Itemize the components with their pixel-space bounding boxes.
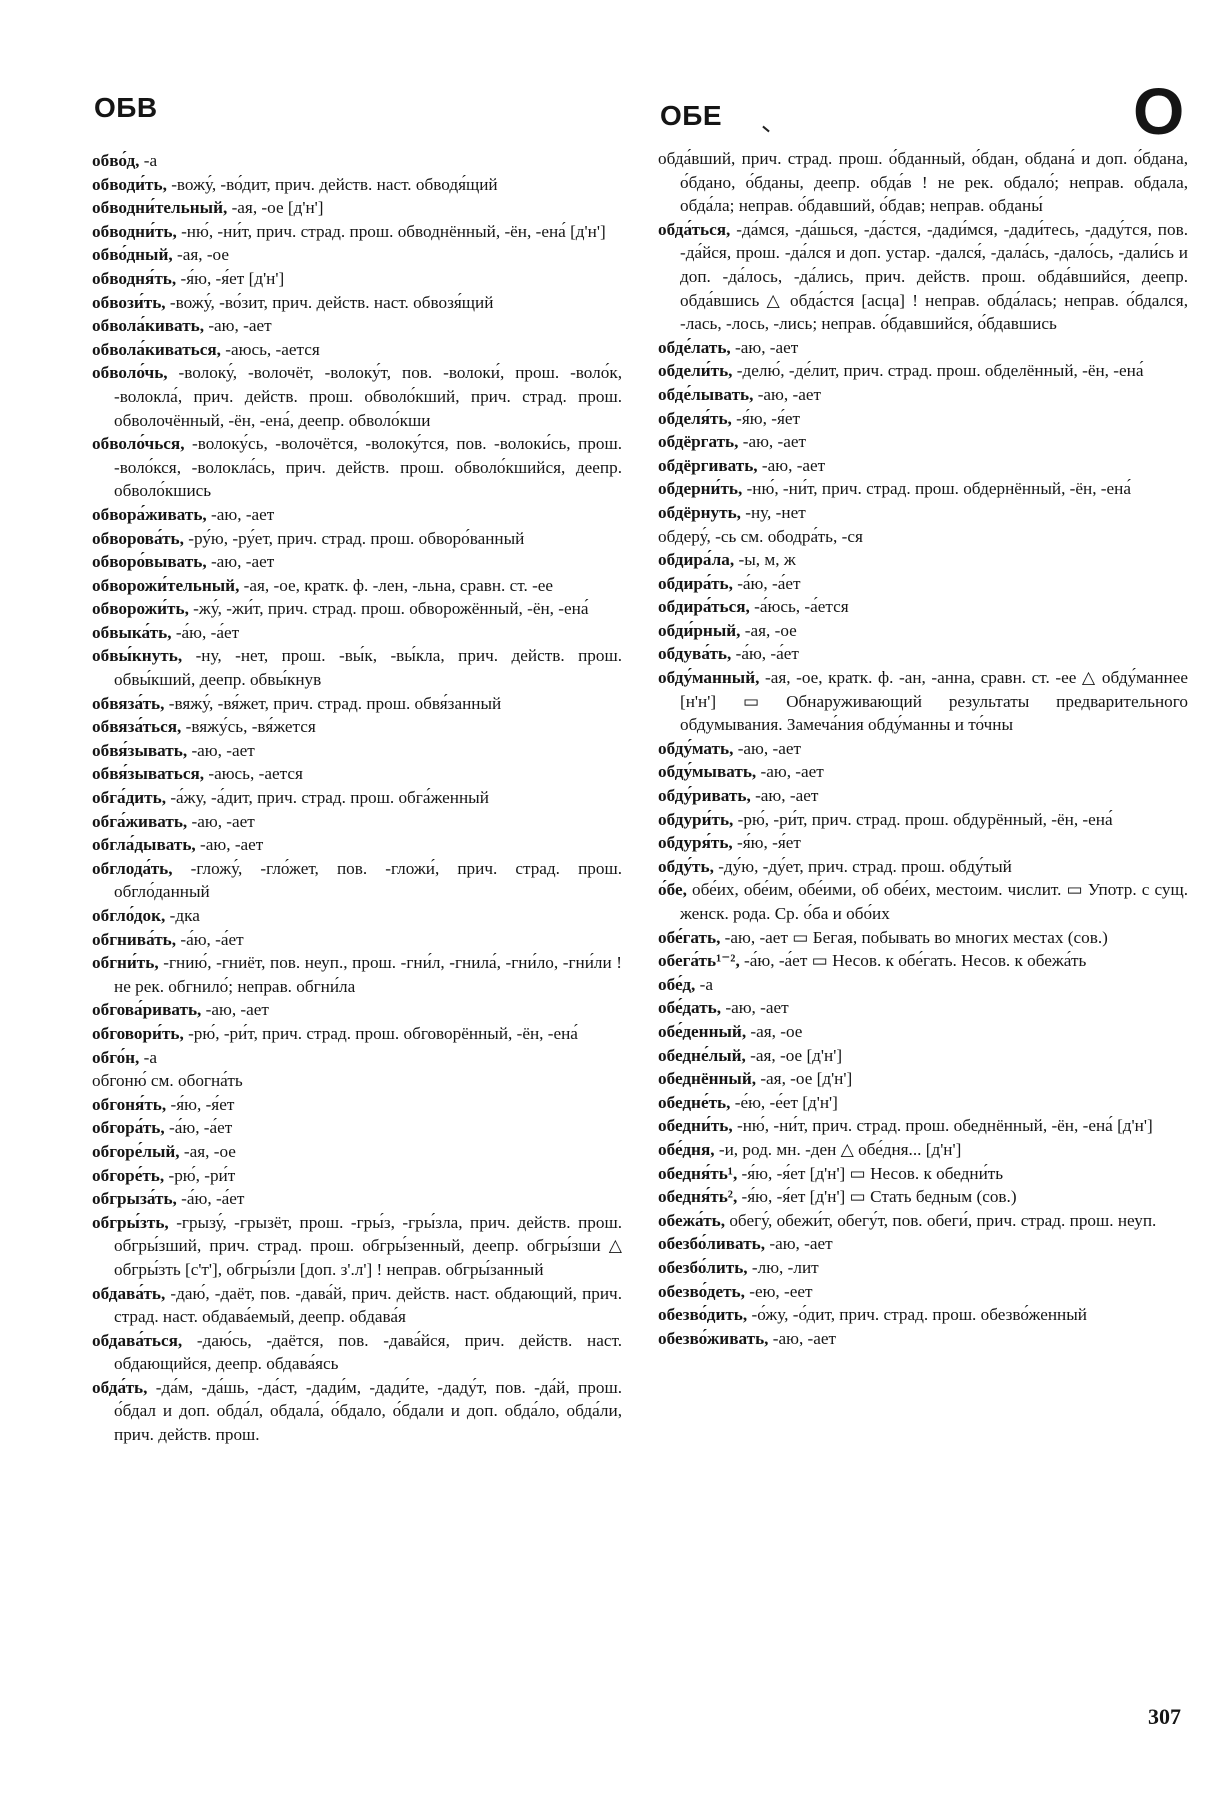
entry-definition: -а́ю, -а́ет xyxy=(176,1189,245,1209)
dictionary-entry xyxy=(658,1020,1188,1044)
entry-headword: обе́дать, xyxy=(658,998,722,1018)
entry-definition: -ая, -ое xyxy=(746,1021,803,1041)
dictionary-entry xyxy=(92,951,622,998)
left-column xyxy=(92,149,622,1447)
entry-headword: обводни́ть, xyxy=(92,221,177,241)
entry-definition: -ая, -ое xyxy=(740,620,797,640)
entry-definition: -аю, -ает xyxy=(195,835,264,855)
dictionary-entry xyxy=(92,762,622,786)
dictionary-entry xyxy=(92,1282,622,1329)
entry-definition: -рю́, -ри́т xyxy=(164,1165,236,1185)
dictionary-entry xyxy=(658,1232,1188,1256)
entry-definition: -аю, -ает xyxy=(738,432,807,452)
dictionary-entry xyxy=(92,432,622,503)
entry-definition: -даю́, -даёт, пов. -дава́й, прич. действ. наст. обдающий, прич. страд. наст. обдава́емый, деепр. обдава́я xyxy=(114,1283,622,1327)
dictionary-entry xyxy=(658,642,1188,666)
entry-headword: обде́лывать, xyxy=(658,384,754,404)
entry-headword: обе́д, xyxy=(658,974,696,994)
entry-headword: обда́ть, xyxy=(92,1377,148,1397)
entry-headword: обезво́деть, xyxy=(658,1281,745,1301)
entry-definition: -аю, -ает xyxy=(201,1000,269,1020)
entry-definition: -ну, -нет, прош. -вы́к, -вы́кла, прич. действ. прош. обвы́кший, деепр. обвы́кнув xyxy=(114,646,622,690)
entry-definition: -а xyxy=(695,974,714,994)
dictionary-entry xyxy=(658,619,1188,643)
entry-definition: -волоку́сь, -волочётся, -волоку́тся, пов. -волоки́сь, прош. -воло́кся, -волокла́сь, прич. действ. прош. обволо́кшийся, деепр. обволо́кшись xyxy=(114,434,622,501)
entry-headword: обду́ривать, xyxy=(658,786,751,806)
entry-headword: обгло́док, xyxy=(92,906,166,925)
entry-definition: -ею, -еет xyxy=(744,1281,813,1301)
dictionary-entry xyxy=(658,383,1188,407)
entry-headword: обвяза́ть, xyxy=(92,693,165,713)
section-letter: О xyxy=(1133,74,1185,148)
entry-headword: обдува́ть, xyxy=(658,644,732,664)
entry-headword: обеднённый, xyxy=(658,1069,757,1089)
entry-definition: -я́ю, -я́ет xyxy=(166,1094,235,1114)
dictionary-entry xyxy=(658,1114,1188,1138)
entry-definition: -вожу́, -во́дит, прич. действ. наст. обводя́щий xyxy=(166,174,498,194)
entry-definition: -а́ю, -а́ет ▭ Несов. к обе́гать. Несов. к обежа́ть xyxy=(739,951,1087,971)
entry-definition: -дка xyxy=(165,906,200,925)
entry-definition: -аю, -ает xyxy=(750,786,819,806)
entry-definition: -а xyxy=(139,1047,158,1067)
dictionary-entry xyxy=(92,1187,622,1211)
dictionary-entry xyxy=(658,666,1188,737)
dictionary-entry xyxy=(92,361,622,432)
entry-headword: обезбо́ливать, xyxy=(658,1234,766,1254)
dictionary-entry xyxy=(92,904,622,928)
entry-headword: обезво́живать, xyxy=(658,1328,769,1348)
entry-definition: -вяжу́сь, -вя́жется xyxy=(181,717,316,737)
entry-definition: -я́ю, -я́ет xyxy=(732,833,801,853)
entry-headword: обга́живать, xyxy=(92,811,188,831)
dictionary-entry xyxy=(658,336,1188,360)
dictionary-entry xyxy=(92,173,622,197)
entry-definition: -аю, -ает xyxy=(187,811,255,831)
entry-definition: -а́ю, -а́ет xyxy=(164,1118,233,1138)
entry-definition: -а́ю, -а́ет xyxy=(171,622,240,642)
entry-definition: -ню́, -ни́т, прич. страд. прош. обдернённый, -ён, -ена́ xyxy=(742,479,1131,499)
dictionary-entry xyxy=(658,949,1188,973)
entry-headword: обворожи́ть, xyxy=(92,599,189,619)
dictionary-entry xyxy=(92,220,622,244)
dictionary-entry xyxy=(658,784,1188,808)
entry-definition: -ру́ю, -ру́ет, прич. страд. прош. обворо́ванный xyxy=(183,528,525,548)
entry-definition: -я́ю, -я́ет [д'н'] ▭ Стать бедным (сов.) xyxy=(737,1187,1017,1207)
entry-definition: -я́ю, -я́ет [д'н'] ▭ Несов. к обедни́ть xyxy=(737,1163,1004,1183)
dictionary-entry xyxy=(658,548,1188,572)
entry-definition: -ая, -ое [д'н'] xyxy=(745,1045,843,1065)
entry-headword: обго́н, xyxy=(92,1047,140,1067)
entry-headword: обдира́ться, xyxy=(658,597,750,617)
entry-headword: обедня́ть¹, xyxy=(658,1163,738,1183)
dictionary-entry xyxy=(92,503,622,527)
entry-definition: обе́их, обе́им, обе́ими, об обе́их, местоим. числит. ▭ Употр. с сущ. женск. рода. Ср. о́ба и обо́их xyxy=(680,880,1188,923)
entry-definition: -вожу́, -во́зит, прич. действ. наст. обвозя́щий xyxy=(165,292,494,312)
entry-definition: -аю, -ает xyxy=(721,998,789,1018)
entry-definition: обда́вший, прич. страд. прош. о́бданный, о́бдан, обдана́ и доп. о́бдана, о́бдано, о́бданы, деепр. обда́в ! не рек. обдало́; неправ. обдала, обда́ла; неправ. о́бдавший, о́бдав; неправ. обданы́ xyxy=(658,149,1188,216)
entry-definition: -а́жу, -а́дит, прич. страд. прош. обга́женный xyxy=(166,788,489,808)
dictionary-entry xyxy=(658,147,1188,218)
dictionary-entry xyxy=(92,574,622,598)
entry-definition: -ну, -нет xyxy=(740,502,806,522)
dictionary-entry xyxy=(92,786,622,810)
entry-headword: обводи́ть, xyxy=(92,174,167,194)
dictionary-entry xyxy=(658,926,1188,950)
dictionary-entry xyxy=(92,1046,622,1070)
entry-definition: -аю, -ает xyxy=(753,384,821,404)
entry-definition: -аю, -ает xyxy=(730,337,799,357)
entry-headword: обгова́ривать, xyxy=(92,1000,202,1020)
entry-headword: обглода́ть, xyxy=(92,858,173,878)
dictionary-entry xyxy=(92,1376,622,1447)
entry-definition: -ню́, -ни́т, прич. страд. прош. обеднённый, -ён, -ена́ [д'н'] xyxy=(732,1116,1153,1136)
dictionary-entry xyxy=(658,218,1188,336)
dictionary-entry xyxy=(658,525,1188,549)
entry-headword: обдёргивать, xyxy=(658,455,758,475)
entry-headword: обдава́ть, xyxy=(92,1283,166,1303)
dictionary-entry xyxy=(658,477,1188,501)
dictionary-entry xyxy=(92,267,622,291)
entry-definition: -делю́, -де́лит, прич. страд. прош. обделённый, -ён, -ена́ xyxy=(732,361,1144,381)
entry-headword: обгни́ть, xyxy=(92,953,159,973)
dictionary-entry xyxy=(658,1138,1188,1162)
dictionary-entry xyxy=(92,692,622,716)
dictionary-entry xyxy=(92,857,622,904)
entry-headword: обделя́ть, xyxy=(658,408,732,428)
dictionary-entry xyxy=(658,808,1188,832)
entry-definition: -да́м, -да́шь, -да́ст, -дади́м, -дади́те, -даду́т, пов. -да́й, прош. о́бдал и доп. обда́л, обдала́, о́бдало, о́бдали и доп. обда́ло, обда́ли, прич. действ. прош. xyxy=(114,1377,622,1445)
entry-definition: -аю, -ает ▭ Бегая, побывать во многих местах (сов.) xyxy=(720,927,1108,947)
dictionary-entry xyxy=(658,996,1188,1020)
entry-definition: -и, род. мн. -ден △ обе́дня... [д'н'] xyxy=(714,1139,962,1159)
entry-headword: обезбо́лить, xyxy=(658,1257,748,1277)
entry-definition: -аю, -ает xyxy=(765,1234,833,1254)
entry-definition: -ню́, -ни́т, прич. страд. прош. обводнённый, -ён, -ена́ [д'н'] xyxy=(176,221,606,241)
entry-headword: обедне́ть, xyxy=(658,1092,731,1112)
dictionary-entry xyxy=(92,1093,622,1117)
entry-definition: -аю, -ает xyxy=(768,1328,837,1348)
entry-headword: обдира́ла, xyxy=(658,550,735,570)
entry-headword: обвя́зываться, xyxy=(92,764,205,784)
dictionary-entry xyxy=(658,1209,1188,1233)
entry-definition: -гнию́, -гниёт, пов. неуп., прош. -гни́л, -гнила́, -гни́ло, -гни́ли ! не рек. обгнило́; неправ. обгни́ла xyxy=(114,953,622,996)
dictionary-entry xyxy=(92,833,622,857)
entry-definition: -ая, -ое [д'н'] xyxy=(227,198,324,218)
entry-definition: -волоку́, -волочёт, -волоку́т, пов. -волоки́, прош. -воло́к, -волокла́, прич. действ. прош. обволо́кший, прич. страд. прош. обволочённый, -ён, -ена́, деепр. обволо́кши xyxy=(114,363,622,430)
entry-headword: обдели́ть, xyxy=(658,361,733,381)
entry-definition: обгоню́ см. обогна́ть xyxy=(92,1071,243,1091)
dictionary-entry xyxy=(658,1044,1188,1068)
dictionary-entry xyxy=(92,338,622,362)
entry-headword: обвы́кнуть, xyxy=(92,646,183,666)
entry-definition: -ду́ю, -ду́ет, прич. страд. прош. обду́тый xyxy=(713,856,1012,876)
entry-headword: обега́ть¹⁻², xyxy=(658,951,740,971)
dictionary-entry xyxy=(658,407,1188,431)
dictionary-entry xyxy=(658,1067,1188,1091)
dictionary-entry xyxy=(92,1211,622,1282)
entry-definition: -да́мся, -да́шься, -да́стся, -дади́мся, -дади́тесь, -даду́тся, пов. -да́йся, прош. -да́лся и доп. устар. -дался́, -дала́сь, -дало́сь, -дали́сь и доп. -да́лось, -да́лись, прич. действ. прош. обда́вшийся, деепр. обда́вшись △ обда́стся [асца] ! неправ. обда́лась; неправ. о́бдался, -лась, -лось, -лись; неправ. о́бдавшийся, о́бдавшись xyxy=(680,219,1188,334)
dictionary-entry xyxy=(658,878,1188,925)
entry-headword: обводни́тельный, xyxy=(92,198,228,218)
entry-definition: -а́юсь, -а́ется xyxy=(749,597,849,617)
dictionary-entry xyxy=(658,1327,1188,1351)
entry-definition: -е́ю, -е́ет [д'н'] xyxy=(730,1092,838,1112)
entry-headword: обду́мывать, xyxy=(658,762,757,782)
page-number: 307 xyxy=(1148,1704,1181,1729)
dictionary-entry xyxy=(658,737,1188,761)
dictionary-entry xyxy=(92,928,622,952)
entry-headword: обгоня́ть, xyxy=(92,1094,167,1114)
entry-definition: -а xyxy=(139,151,158,170)
entry-headword: обди́рный, xyxy=(658,620,741,640)
entry-definition: -а́ю, -а́ет xyxy=(176,929,244,949)
entry-headword: обволо́чься, xyxy=(92,434,185,454)
entry-definition: -аю, -ает xyxy=(756,762,824,782)
dictionary-entry xyxy=(92,243,622,267)
entry-definition: -аю, -ает xyxy=(206,552,275,572)
entry-definition: -я́ю, -я́ет xyxy=(731,408,800,428)
dictionary-entry xyxy=(92,196,622,220)
entry-headword: обгры́зть, xyxy=(92,1212,169,1232)
dictionary-entry xyxy=(92,1329,622,1376)
entry-headword: обду́ть, xyxy=(658,856,714,876)
entry-definition: -ая, -ое xyxy=(179,1141,236,1161)
dictionary-entry xyxy=(658,430,1188,454)
entry-headword: обвола́кивать, xyxy=(92,316,205,336)
entry-definition: -аю, -ает xyxy=(204,316,272,336)
dictionary-entry xyxy=(92,550,622,574)
entry-headword: обда́ться, xyxy=(658,219,731,239)
dictionary-entry xyxy=(658,1162,1188,1186)
entry-headword: обволо́чь, xyxy=(92,363,168,383)
dictionary-entry xyxy=(92,597,622,621)
entry-definition: -грызу́, -грызёт, прош. -гры́з, -гры́зла, прич. действ. прош. обгры́зший, прич. страд. прош. обгры́зенный, деепр. обгры́зши △ обгры́зть [с'т'], обгры́зли [доп. з'.л'] ! неправ. обгры́занный xyxy=(114,1212,622,1279)
dictionary-entry xyxy=(92,149,622,173)
entry-headword: обду́манный, xyxy=(658,668,760,688)
entry-definition: -жу́, -жи́т, прич. страд. прош. обворожённый, -ён, -ена́ xyxy=(188,599,589,619)
entry-definition: -гложу́, -гло́жет, пов. -гложи́, прич. страд. прош. обгло́данный xyxy=(114,858,622,902)
entry-headword: обвяза́ться, xyxy=(92,717,182,737)
dictionary-entry xyxy=(92,739,622,763)
entry-definition: -аю, -ает xyxy=(733,738,801,758)
entry-headword: обдёрнуть, xyxy=(658,502,741,522)
entry-headword: обедни́ть, xyxy=(658,1116,733,1136)
dictionary-entry xyxy=(658,595,1188,619)
entry-headword: о́бе, xyxy=(658,880,687,900)
dictionary-entry xyxy=(658,1280,1188,1304)
entry-definition: -о́жу, -о́дит, прич. страд. прош. обезво́женный xyxy=(747,1305,1087,1325)
entry-headword: обе́гать, xyxy=(658,927,721,947)
dictionary-entry xyxy=(658,1185,1188,1209)
dictionary-entry xyxy=(658,1256,1188,1280)
entry-headword: обедня́ть², xyxy=(658,1187,738,1207)
entry-headword: обдури́ть, xyxy=(658,809,734,829)
entry-headword: обводня́ть, xyxy=(92,268,177,288)
running-head-left: ОБВ xyxy=(94,92,158,123)
entry-headword: обговори́ть, xyxy=(92,1023,184,1043)
entry-headword: обво́дный, xyxy=(92,245,173,265)
entry-definition: -рю́, -ри́т, прич. страд. прош. обдурённый, -ён, -ена́ xyxy=(733,809,1113,829)
entry-headword: обгоре́ть, xyxy=(92,1165,165,1185)
dictionary-entry xyxy=(92,621,622,645)
dictionary-entry xyxy=(92,998,622,1022)
entry-definition: -я́ю, -я́ет [д'н'] xyxy=(176,268,285,288)
dictionary-entry xyxy=(92,1069,622,1093)
entry-definition: -аюсь, -ается xyxy=(204,764,303,784)
entry-headword: обдёргать, xyxy=(658,432,739,452)
entry-definition: -аю, -ает xyxy=(757,455,826,475)
dictionary-entry xyxy=(92,1022,622,1046)
dictionary-entry xyxy=(658,760,1188,784)
entry-headword: обворожи́тельный, xyxy=(92,575,240,595)
entry-definition: -даю́сь, -даётся, пов. -дава́йся, прич. действ. наст. обдающийся, деепр. обдава́ясь xyxy=(114,1330,622,1374)
dictionary-entry xyxy=(92,644,622,691)
entry-headword: обгора́ть, xyxy=(92,1118,165,1138)
dictionary-entry xyxy=(658,1091,1188,1115)
dictionary-entry xyxy=(92,291,622,315)
entry-headword: обвора́живать, xyxy=(92,504,207,524)
entry-definition: -аю, -ает xyxy=(187,740,255,760)
entry-definition: -аюсь, -ается xyxy=(220,339,320,359)
entry-definition: -ая, -ое [д'н'] xyxy=(756,1069,853,1089)
entry-definition: -рю́, -ри́т, прич. страд. прош. обговорённый, -ён, -ена́ xyxy=(183,1023,578,1043)
entry-headword: обдира́ть, xyxy=(658,573,733,593)
dictionary-entry xyxy=(658,973,1188,997)
entry-headword: обгрыза́ть, xyxy=(92,1189,177,1209)
entry-definition: -ая, -ое, кратк. ф. -лен, -льна, сравн. ст. -ее xyxy=(239,575,554,595)
entry-headword: обдава́ться, xyxy=(92,1330,183,1350)
dictionary-entry xyxy=(658,1303,1188,1327)
entry-headword: обвыка́ть, xyxy=(92,622,172,642)
right-column xyxy=(658,147,1188,1350)
entry-definition: -а́ю, -а́ет xyxy=(732,573,801,593)
entry-headword: обвози́ть, xyxy=(92,292,166,312)
dictionary-entry xyxy=(92,1164,622,1188)
dictionary-entry xyxy=(658,855,1188,879)
entry-definition: -ы, м, ж xyxy=(734,550,796,570)
dictionary-entry xyxy=(92,1116,622,1140)
entry-definition: -ая, -ое, кратк. ф. -ан, -анна, сравн. ст. -ее △ обду́маннее [н'н'] ▭ Обнаруживающий результаты предварительного обдумывания. Замеча́ния обду́манны и то́чны xyxy=(680,668,1188,735)
dictionary-entry xyxy=(92,527,622,551)
entry-headword: обвя́зывать, xyxy=(92,740,188,760)
entry-definition: -вяжу́, -вя́жет, прич. страд. прош. обвя́занный xyxy=(164,693,502,713)
entry-headword: обга́дить, xyxy=(92,788,167,808)
dictionary-entry xyxy=(92,314,622,338)
entry-headword: обгнива́ть, xyxy=(92,929,177,949)
entry-definition: обдеру́, -сь см. ободра́ть, -ся xyxy=(658,526,863,546)
entry-headword: обду́мать, xyxy=(658,738,734,758)
entry-definition: -ая, -ое xyxy=(172,245,229,265)
entry-definition: -лю, -лит xyxy=(747,1257,819,1277)
entry-headword: обгла́дывать, xyxy=(92,835,196,855)
entry-headword: обдуря́ть, xyxy=(658,833,733,853)
entry-headword: обдерни́ть, xyxy=(658,479,743,499)
entry-headword: обво́д, xyxy=(92,151,140,170)
dictionary-entry xyxy=(658,454,1188,478)
dictionary-entry xyxy=(92,715,622,739)
running-head-right: ОБЕ xyxy=(660,100,723,131)
dictionary-entry xyxy=(658,831,1188,855)
entry-headword: обвола́киваться, xyxy=(92,339,221,359)
entry-definition: -а́ю, -а́ет xyxy=(731,644,799,664)
entry-headword: обезво́дить, xyxy=(658,1305,748,1325)
entry-headword: обежа́ть, xyxy=(658,1210,726,1230)
entry-headword: обе́дня, xyxy=(658,1139,715,1159)
dictionary-entry xyxy=(92,810,622,834)
entry-headword: обде́лать, xyxy=(658,337,731,357)
entry-headword: обворова́ть, xyxy=(92,528,184,548)
stray-mark xyxy=(762,126,769,133)
entry-headword: обедне́лый, xyxy=(658,1045,746,1065)
entry-headword: обворо́вывать, xyxy=(92,552,207,572)
dictionary-entry xyxy=(658,359,1188,383)
dictionary-entry xyxy=(658,501,1188,525)
dictionary-entry xyxy=(658,572,1188,596)
entry-headword: обгоре́лый, xyxy=(92,1141,180,1161)
entry-headword: обе́денный, xyxy=(658,1021,747,1041)
entry-definition: обегу́, обежи́т, обегу́т, пов. обеги́, прич. страд. прош. неуп. xyxy=(725,1210,1157,1230)
dictionary-entry xyxy=(92,1140,622,1164)
entry-definition: -аю, -ает xyxy=(206,504,275,524)
